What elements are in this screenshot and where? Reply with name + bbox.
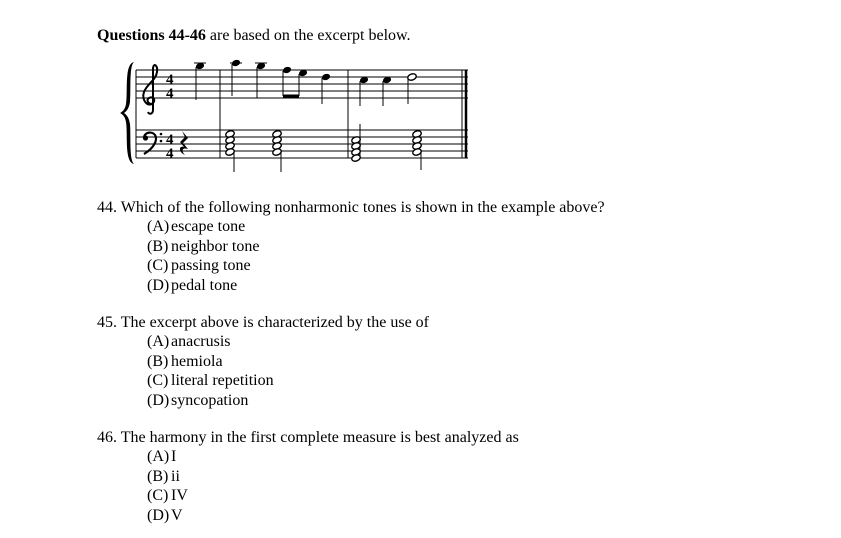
choice-letter: (B) (147, 237, 169, 255)
grand-staff-brace (120, 62, 134, 164)
choice-text: ii (171, 467, 180, 485)
choice-text: IV (171, 487, 188, 504)
treble-clef-icon (143, 65, 157, 114)
question-stem: 46. The harmony in the first complete measure is best analyzed as (97, 429, 519, 446)
bass-chords (225, 124, 422, 172)
question-44 (97, 198, 605, 295)
choice-letter: (D) (147, 506, 170, 524)
choice-c[interactable] (147, 486, 519, 506)
choice-a[interactable] (147, 217, 605, 237)
header-questions-range: Questions 44-46 (97, 27, 206, 44)
choice-text: anacrusis (171, 333, 231, 350)
choice-d[interactable] (147, 506, 519, 526)
choice-d[interactable] (147, 391, 429, 411)
choice-letter: (D) (147, 276, 170, 294)
choice-letter: (C) (147, 257, 169, 274)
choice-text: V (171, 506, 183, 524)
choice-letter: (A) (147, 333, 170, 350)
choice-a[interactable] (147, 332, 429, 352)
choice-text: pedal tone (171, 276, 238, 294)
header-text: are based on the excerpt below. (205, 27, 411, 44)
choice-letter: (C) (147, 372, 169, 389)
choice-a[interactable] (147, 447, 519, 467)
time-signature (166, 72, 174, 162)
music-excerpt (120, 52, 480, 177)
choice-text: hemiola (171, 352, 223, 370)
choice-text: I (171, 448, 177, 465)
question-46 (97, 428, 519, 525)
treble-time-top: 4 (166, 72, 174, 88)
question-45 (97, 313, 429, 410)
choice-c[interactable] (147, 371, 429, 391)
choice-b[interactable] (147, 237, 605, 257)
choice-letter: (A) (147, 448, 170, 465)
choice-letter: (C) (147, 487, 169, 504)
bass-time-top: 4 (166, 132, 174, 148)
choice-text: escape tone (171, 218, 246, 235)
question-stem: 44. Which of the following nonharmonic tones is shown in the example above? (97, 199, 605, 216)
choice-b[interactable] (147, 352, 429, 372)
grand-staff (120, 52, 480, 172)
choice-letter: (A) (147, 218, 170, 235)
choice-letter: (B) (147, 467, 169, 485)
choice-b[interactable] (147, 467, 519, 487)
choice-text: literal repetition (171, 372, 274, 389)
bass-time-bottom: 4 (166, 146, 174, 162)
choice-letter: (B) (147, 352, 169, 370)
choice-text: syncopation (171, 391, 249, 409)
choice-c[interactable] (147, 256, 605, 276)
question-stem: 45. The excerpt above is characterized by the use of (97, 314, 429, 331)
treble-notes (194, 59, 417, 106)
choice-text: neighbor tone (171, 237, 260, 255)
choice-d[interactable] (147, 276, 605, 296)
choice-letter: (D) (147, 391, 170, 409)
choice-text: passing tone (171, 257, 251, 274)
treble-time-bottom: 4 (166, 86, 174, 102)
passage-header (97, 27, 411, 45)
